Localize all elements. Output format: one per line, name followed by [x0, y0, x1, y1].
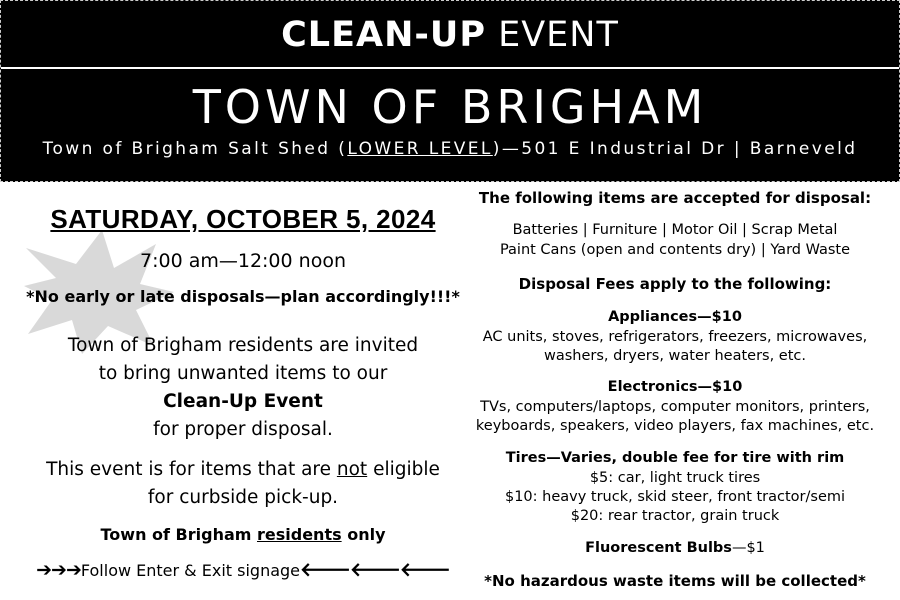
hazardous-waste-note: *No hazardous waste items will be collected* [484, 572, 866, 590]
eligibility-text [0, 456, 486, 512]
event-time: 7:00 am—12:00 noon [140, 250, 346, 272]
electronics-line: keyboards, speakers, video players, fax machines, etc. [475, 418, 875, 434]
invite-line: for proper disposal. [153, 419, 333, 440]
town-title: TOWN OF BRIGHAM [192, 80, 708, 134]
residents-only-notice [0, 524, 486, 546]
eligible-pre: This event is for items that are [46, 459, 337, 480]
fees-heading: Disposal Fees apply to the following: [518, 275, 832, 293]
bulbs-fee: —$1 [731, 540, 765, 556]
left-column [0, 182, 486, 600]
event-title-bold: CLEAN-UP [281, 15, 486, 55]
event-title [1, 13, 899, 57]
accepted-items-line: Paint Cans (open and contents dry) | Yard Waste [499, 242, 851, 258]
arrow-left-icon: 🡐🡐🡐 [300, 559, 450, 581]
tires-line: $20: rear tractor, grain truck [570, 508, 780, 524]
signage-line [0, 558, 486, 583]
eligible-post: eligible [367, 459, 440, 480]
event-title-rest: EVENT [486, 15, 619, 55]
invitation-text [0, 332, 486, 444]
header-banner [0, 0, 900, 182]
bulbs-label: Fluorescent Bulbs [585, 540, 732, 556]
appliances-line: washers, dryers, water heaters, etc. [544, 348, 806, 364]
eligible-line: for curbside pick-up. [147, 487, 339, 508]
eligible-not: not [336, 459, 368, 480]
tires-line: $5: car, light truck tires [589, 470, 761, 486]
signage-text: Follow Enter & Exit signage [80, 561, 301, 580]
appliances-line: AC units, stoves, refrigerators, freezers, microwaves, [482, 329, 868, 345]
eligible-line [0, 456, 486, 484]
event-date: SATURDAY, OCTOBER 5, 2024 [50, 204, 436, 234]
fluorescent-bulbs-line [450, 538, 900, 558]
electronics-line: TVs, computers/laptops, computer monitors, printers, [480, 399, 870, 415]
invite-line: Town of Brigham residents are invited [67, 335, 419, 356]
residents-post: only [341, 525, 386, 544]
location-line [1, 138, 899, 160]
invite-event-name: Clean-Up Event [163, 391, 323, 412]
location-lower-level: LOWER LEVEL [347, 139, 493, 159]
right-column [450, 182, 900, 600]
location-post: )—501 E Industrial Dr | Barneveld [492, 139, 858, 159]
invite-line: to bring unwanted items to our [98, 363, 388, 384]
header-divider [1, 67, 899, 69]
residents-pre: Town of Brigham [100, 525, 257, 544]
arrow-right-icon: ➔➔➔ [36, 559, 81, 581]
accepted-items-line: Batteries | Furniture | Motor Oil | Scrap Metal [512, 222, 838, 238]
no-early-notice: *No early or late disposals—plan accordingly!!!* [26, 287, 460, 306]
accepted-heading: The following items are accepted for disposal: [478, 189, 872, 207]
electronics-heading: Electronics—$10 [607, 379, 743, 395]
tires-line: $10: heavy truck, skid steer, front tractor/semi [504, 489, 846, 505]
residents-underlined: residents [257, 525, 342, 544]
appliances-heading: Appliances—$10 [608, 309, 742, 325]
tires-heading: Tires—Varies, double fee for tire with rim [505, 450, 845, 466]
location-pre: Town of Brigham Salt Shed ( [42, 139, 348, 159]
